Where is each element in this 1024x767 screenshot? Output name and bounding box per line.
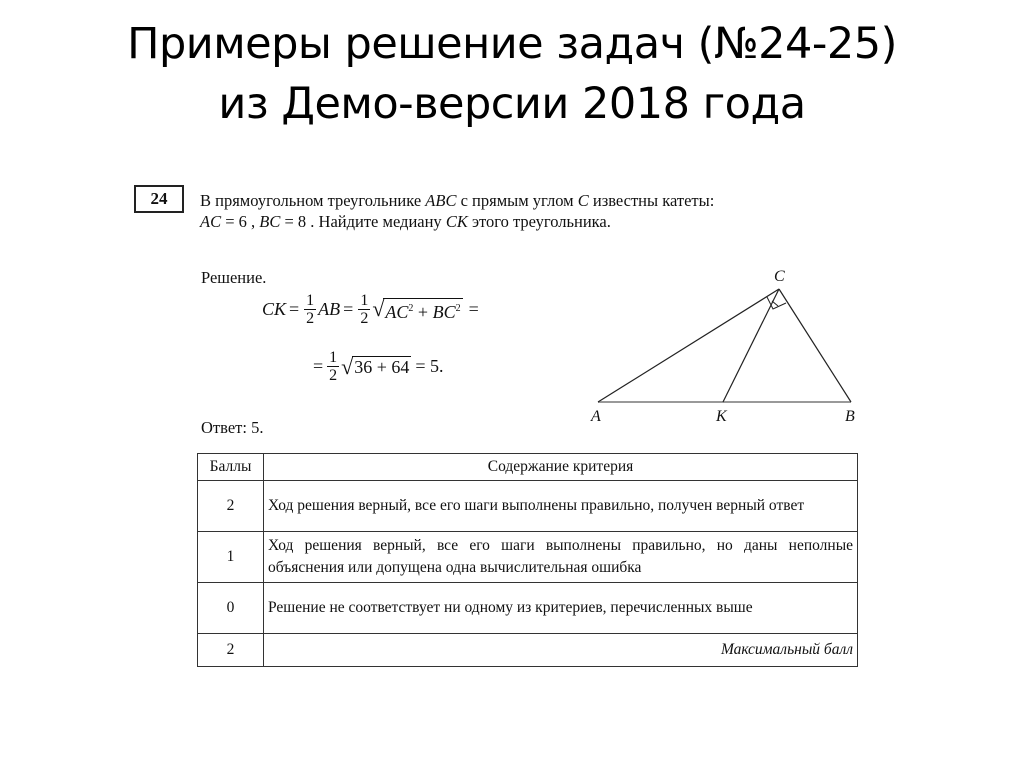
side-ac [598, 289, 779, 402]
answer: Ответ: 5. [201, 418, 264, 437]
max-score-label: Максимальный балл [264, 634, 858, 667]
table-header-row [198, 454, 858, 481]
exponent: 2 [455, 302, 461, 314]
denominator: 2 [329, 367, 338, 384]
table-row-max [198, 634, 858, 667]
criteria-table [197, 453, 858, 667]
vertex-label-a: A [591, 408, 601, 425]
denominator: 2 [360, 310, 369, 327]
task-number-box: 24 [134, 185, 184, 213]
vertex-label-k: K [716, 408, 727, 425]
denominator: 2 [306, 310, 315, 327]
text: известны катеты: [588, 191, 715, 210]
text: = 6 , [221, 212, 260, 231]
numerator: 1 [360, 292, 369, 309]
math-var: CK [445, 212, 468, 231]
vertex-label-c: C [774, 268, 785, 285]
result: = 5. [415, 356, 444, 376]
equals: = [289, 299, 300, 319]
title-line-1: Примеры решение задач (№24-25) [127, 19, 897, 69]
text: этого треугольника. [467, 212, 611, 231]
side-bc [779, 289, 851, 402]
solution-label: Решение. [201, 268, 267, 287]
max-score: 2 [198, 634, 264, 667]
row-score: 0 [198, 583, 264, 634]
equals: = [313, 356, 324, 376]
text: В прямоугольном треугольнике [200, 191, 426, 210]
text: = 8 . Найдите медиану [280, 212, 446, 231]
equals: = [343, 299, 354, 319]
exponent: 2 [408, 302, 414, 314]
row-criterion: Решение не соответствует ни одному из критериев, перечисленных выше [264, 583, 858, 634]
radical-sign: √ [341, 353, 354, 379]
plus: + [417, 301, 429, 322]
equals: = [468, 299, 479, 319]
math-var: BC [259, 212, 281, 231]
math-var: CK [262, 299, 287, 319]
math-var: AC [385, 301, 409, 322]
radicand: 36 + 64 [354, 356, 410, 377]
row-score: 1 [198, 532, 264, 583]
row-criterion: Ход решения верный, все его шаги выполнены правильно, получен верный ответ [264, 481, 858, 532]
title-line-2: из Демо-версии 2018 года [218, 79, 806, 129]
numerator: 1 [329, 349, 338, 366]
table-row [198, 583, 858, 634]
header-criterion: Содержание критерия [264, 454, 858, 481]
numerator: 1 [306, 292, 315, 309]
table-row [198, 481, 858, 532]
radical-sign: √ [372, 295, 385, 321]
math-var: AB [318, 299, 341, 319]
vertex-label-b: B [845, 408, 855, 425]
row-score: 2 [198, 481, 264, 532]
math-var: AC [200, 212, 222, 231]
math-var: ABC [425, 191, 457, 210]
row-criterion: Ход решения верный, все его шаги выполнены правильно, но даны неполные объяснения или допущена одна вычислительная ошибка [264, 532, 858, 583]
math-var: C [577, 191, 589, 210]
math-var: BC [432, 301, 456, 322]
angle-tick [772, 301, 778, 306]
header-score: Баллы [198, 454, 264, 481]
text: с прямым углом [456, 191, 578, 210]
table-row [198, 532, 858, 583]
